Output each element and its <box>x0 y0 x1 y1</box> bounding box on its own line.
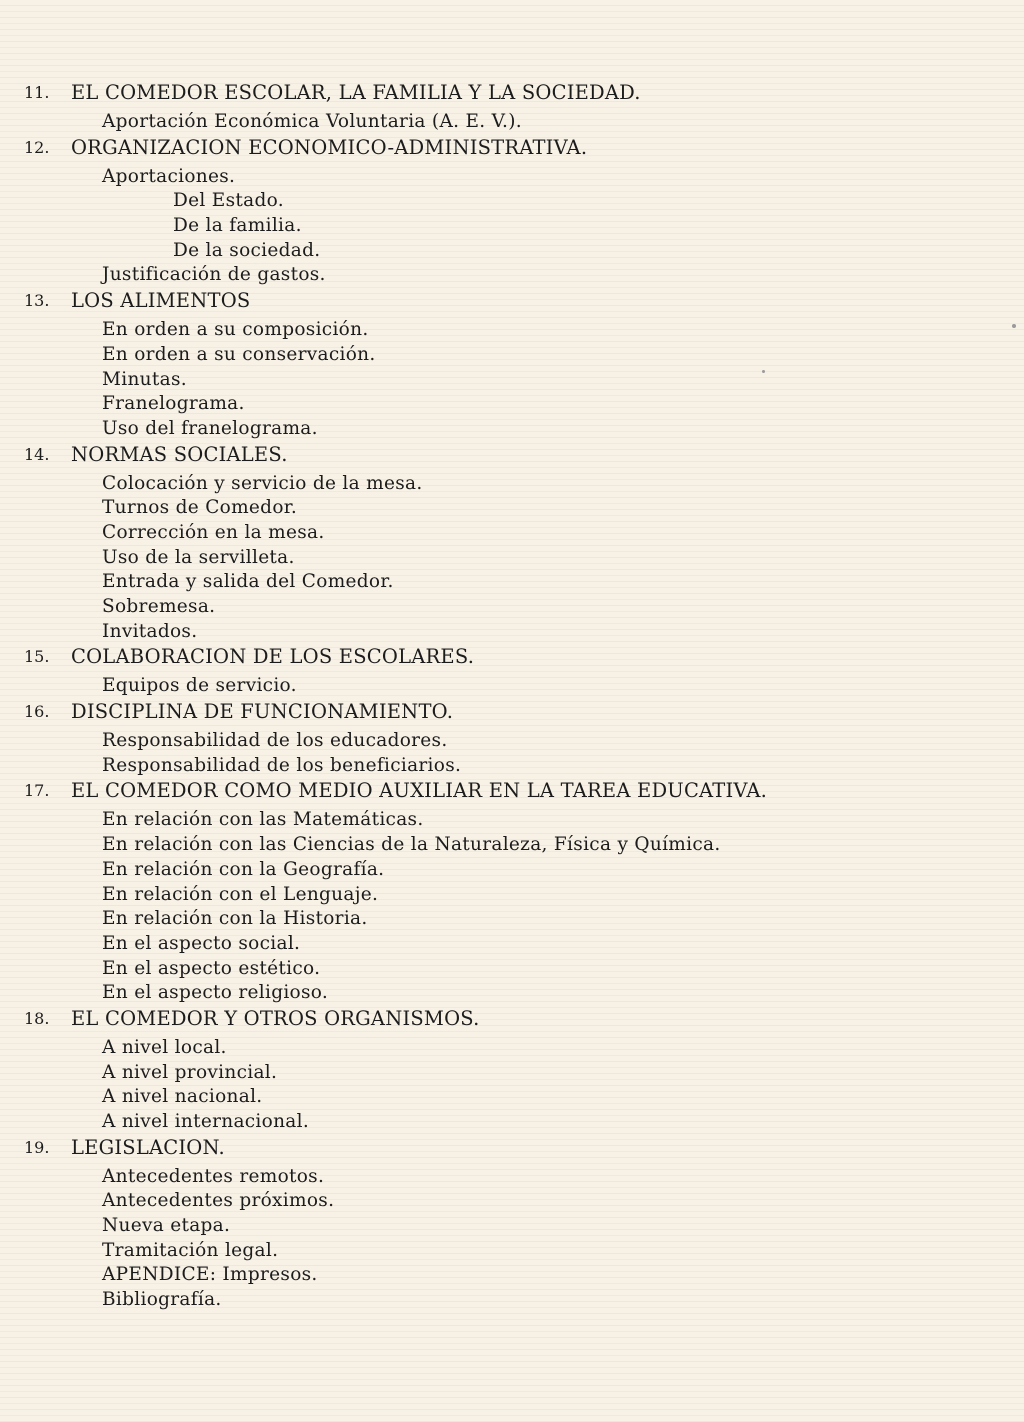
outline-subitem: De la familia. <box>173 215 302 237</box>
outline-section <box>0 778 1024 1006</box>
outline-item: Aportaciones. <box>102 165 236 187</box>
section-title: LOS ALIMENTOS <box>71 289 251 313</box>
outline-item: Turnos de Comedor. <box>102 497 298 519</box>
section-heading <box>0 80 1024 105</box>
section-title: LEGISLACION. <box>71 1135 225 1159</box>
section-number: 11. <box>24 83 50 102</box>
outline-item: Minutas. <box>102 368 187 390</box>
outline-item: En el aspecto social. <box>102 932 301 954</box>
outline-item: En el aspecto religioso. <box>102 982 329 1004</box>
section-title: NORMAS SOCIALES. <box>71 442 288 466</box>
section-title: EL COMEDOR ESCOLAR, LA FAMILIA Y LA SOCIEDAD. <box>71 81 641 104</box>
outline-item: En relación con el Lenguaje. <box>102 883 379 905</box>
section-number: 14. <box>24 444 50 464</box>
outline-item: Aportación Económica Voluntaria (A. E. V.). <box>102 111 522 132</box>
section-heading <box>0 778 1024 803</box>
outline-item: A nivel internacional. <box>102 1111 310 1132</box>
outline-item: Colocación y servicio de la mesa. <box>102 472 423 494</box>
outline-section <box>0 699 1024 778</box>
section-title: EL COMEDOR COMO MEDIO AUXILIAR EN LA TAREA EDUCATIVA. <box>71 779 768 803</box>
outline-item: Antecedentes próximos. <box>102 1190 335 1212</box>
outline-item: Entrada y salida del Comedor. <box>102 571 394 593</box>
outline-item: Sobremesa. <box>102 596 216 617</box>
section-heading <box>0 699 1024 724</box>
outline-section <box>0 1135 1024 1313</box>
section-heading <box>0 644 1024 669</box>
section-heading <box>0 1006 1024 1031</box>
section-number: 12. <box>24 137 50 157</box>
outline-item: Corrección en la mesa. <box>102 521 325 543</box>
outline-section <box>0 644 1024 699</box>
section-number: 13. <box>24 291 50 311</box>
section-heading <box>0 442 1024 467</box>
section-number: 15. <box>24 647 50 667</box>
section-number: 16. <box>24 702 50 722</box>
outline-section <box>0 1006 1024 1135</box>
outline-section <box>0 442 1024 645</box>
section-title: ORGANIZACION ECONOMICO-ADMINISTRATIVA. <box>71 135 588 159</box>
document-body <box>0 80 1024 1313</box>
outline-item: APENDICE: Impresos. <box>102 1264 318 1286</box>
outline-item: Tramitación legal. <box>102 1239 279 1261</box>
section-number: 17. <box>24 781 50 801</box>
section-heading <box>0 1135 1024 1160</box>
outline-item: Uso de la servilleta. <box>102 546 295 568</box>
paper-speck <box>1012 324 1016 328</box>
outline-item: Equipos de servicio. <box>102 675 297 697</box>
outline-item: A nivel provincial. <box>102 1061 278 1083</box>
outline-item: A nivel local. <box>102 1036 227 1058</box>
outline-item: Antecedentes remotos. <box>102 1165 325 1187</box>
outline-item: Franelograma. <box>102 393 245 415</box>
section-title: DISCIPLINA DE FUNCIONAMIENTO. <box>71 700 454 724</box>
outline-item: Invitados. <box>102 620 198 642</box>
outline-item: A nivel nacional. <box>102 1086 263 1108</box>
section-title: EL COMEDOR Y OTROS ORGANISMOS. <box>71 1006 480 1030</box>
outline-section <box>0 288 1024 441</box>
outline-item: Responsabilidad de los educadores. <box>102 730 448 752</box>
outline-subitem: De la sociedad. <box>173 239 321 261</box>
outline-item: Bibliografía. <box>102 1289 222 1311</box>
section-heading <box>0 135 1024 160</box>
section-number: 19. <box>24 1137 50 1157</box>
outline-item: Nueva etapa. <box>102 1215 231 1237</box>
outline-item: En relación con las Ciencias de la Naturaleza, Física y Química. <box>102 834 721 856</box>
outline-subitem: Del Estado. <box>173 190 284 212</box>
section-title: COLABORACION DE LOS ESCOLARES. <box>71 645 475 669</box>
outline-section <box>0 80 1024 135</box>
outline-section <box>0 135 1024 288</box>
outline-item: En relación con la Geografía. <box>102 858 385 880</box>
section-heading <box>0 288 1024 313</box>
outline-item: Responsabilidad de los beneficiarios. <box>102 754 462 776</box>
paper-speck <box>762 370 765 373</box>
section-number: 18. <box>24 1008 50 1028</box>
outline-item: En orden a su composición. <box>102 319 369 341</box>
outline-item: En relación con la Historia. <box>102 908 368 930</box>
outline-item: En relación con las Matemáticas. <box>102 809 424 831</box>
outline-item: Uso del franelograma. <box>102 417 318 439</box>
outline-item: En el aspecto estético. <box>102 957 321 979</box>
outline-item: Justificación de gastos. <box>102 264 326 286</box>
outline-item: En orden a su conservación. <box>102 343 376 365</box>
